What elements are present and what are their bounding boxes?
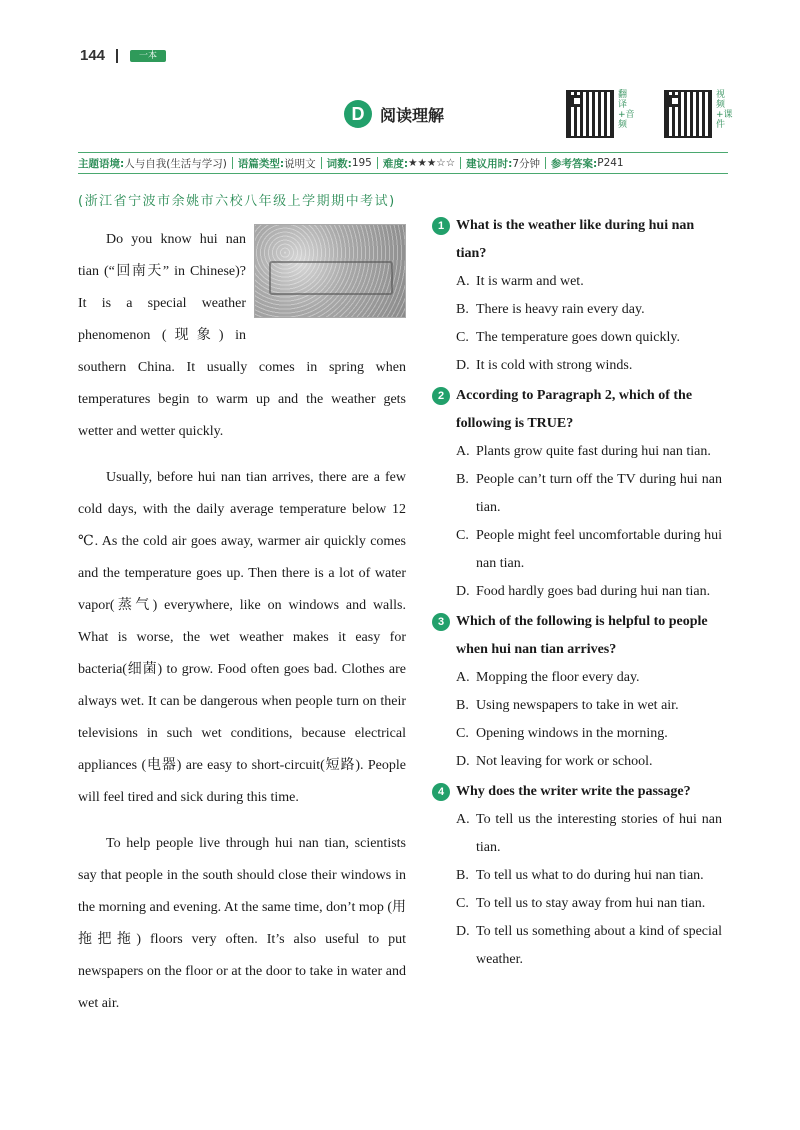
option[interactable]: [456, 748, 722, 776]
info-separator: [377, 157, 378, 169]
option-letter: B.: [456, 868, 469, 883]
page-number: 144: [80, 47, 106, 64]
info-bar: [78, 152, 728, 174]
option[interactable]: [456, 466, 722, 522]
question-text: According to Paragraph 2, which of the following is TRUE?: [456, 388, 693, 431]
option-text: Not leaving for work or school.: [476, 754, 653, 769]
option-text: There is heavy rain every day.: [476, 302, 645, 317]
option-text: Plants grow quite fast during hui nan tian.: [476, 444, 711, 459]
option-text: Food hardly goes bad during hui nan tian.: [476, 584, 711, 599]
option-letter: D.: [456, 358, 470, 373]
page-divider: [116, 49, 118, 63]
question-2: [432, 382, 722, 606]
option-letter: B.: [456, 302, 469, 317]
passage: [78, 186, 406, 1034]
option[interactable]: [456, 578, 722, 606]
info-separator: [460, 157, 461, 169]
theme-key: 主题语境:: [78, 157, 125, 170]
paragraph-3: To help people live through hui nan tian, scientists say that people in the south should close their windows in the morning and evening. At the same time, don’t mop (用拖把拖) floors very often. It’s also useful to put newspapers on the floor or at the door to take in water and wet air.: [78, 836, 406, 1011]
qr-code-translation[interactable]: [566, 90, 614, 138]
info-separator: [321, 157, 322, 169]
qr-label-video: 视频+课件: [716, 90, 733, 130]
option[interactable]: [456, 692, 722, 720]
difficulty-key: 难度:: [382, 157, 409, 170]
option-text: To tell us what to do during hui nan tian.: [476, 868, 704, 883]
option-letter: A.: [456, 274, 470, 289]
option-letter: C.: [456, 726, 469, 741]
words-key: 词数:: [326, 157, 352, 170]
question-1: [432, 212, 722, 380]
brand-logo: 一本: [130, 50, 166, 62]
info-separator: [232, 157, 233, 169]
option[interactable]: [456, 296, 722, 324]
question-text: What is the weather like during hui nan tian?: [456, 218, 695, 261]
question-4: [432, 778, 722, 974]
theme-value: 人与自我(生活与学习): [124, 157, 227, 170]
option-text: Opening windows in the morning.: [476, 726, 668, 741]
option-text: To tell us to stay away from hui nan tian.: [476, 896, 706, 911]
words-value: 195: [351, 157, 372, 169]
passage-source: (浙江省宁波市余姚市六校八年级上学期期中考试): [78, 194, 396, 209]
question-3: [432, 608, 722, 776]
info-separator: [545, 157, 546, 169]
option[interactable]: [456, 918, 722, 974]
option[interactable]: [456, 522, 722, 578]
option-letter: C.: [456, 896, 469, 911]
option-text: To tell us something about a kind of special weather.: [476, 924, 722, 967]
option[interactable]: [456, 862, 722, 890]
option-letter: A.: [456, 812, 470, 827]
option[interactable]: [456, 438, 722, 466]
option-letter: D.: [456, 924, 470, 939]
question-number: 1: [432, 217, 450, 235]
question-text: Which of the following is helpful to people when hui nan tian arrives?: [456, 614, 708, 657]
paragraph-1: Do you know hui nan tian (“回南天” in Chinese)? It is a special weather phenomenon (现象) in southern China. It usually comes in spring when temperatures begin to warm up and the weather gets wetter and wetter quickly.: [78, 232, 406, 439]
section-heading: 阅读理解: [380, 105, 445, 125]
type-value: 说明文: [284, 157, 316, 170]
option-text: It is warm and wet.: [476, 274, 584, 289]
question-number: 2: [432, 387, 450, 405]
questions: [432, 212, 722, 976]
qr-label-translation: 翻译+音频: [618, 90, 635, 130]
option-text: The temperature goes down quickly.: [476, 330, 680, 345]
time-key: 建议用时:: [466, 157, 513, 170]
option[interactable]: [456, 324, 722, 352]
paragraph-2: Usually, before hui nan tian arrives, there are a few cold days, with the daily average temperature below 12 ℃. As the cold air goes away, warmer air quickly comes and the temperature goes up. Then there is a lot of water vapor(蒸气) everywhere, like on windows and walls. What is worse, the wet weather makes it easy for bacteria(细菌) to grow. Food often goes bad. Clothes are always wet. It can be dangerous when people turn on their televisions in such wet conditions, because electrical appliances (电器) are easy to short-circuit(短路). People will feel tired and sick during this time.: [78, 470, 406, 805]
option-letter: D.: [456, 584, 470, 599]
photo-window-mark: [269, 261, 393, 295]
option-letter: B.: [456, 472, 469, 487]
answer-key: 参考答案:: [551, 157, 598, 170]
answer-value: P241: [597, 157, 624, 169]
qr-code-video[interactable]: [664, 90, 712, 138]
option-letter: A.: [456, 444, 470, 459]
option-text: People can’t turn off the TV during hui nan tian.: [476, 472, 722, 515]
option-letter: C.: [456, 330, 469, 345]
option[interactable]: [456, 720, 722, 748]
option-text: People might feel uncomfortable during hui nan tian.: [476, 528, 722, 571]
option[interactable]: [456, 352, 722, 380]
option[interactable]: [456, 806, 722, 862]
option-text: Mopping the floor every day.: [476, 670, 640, 685]
option-text: To tell us the interesting stories of hui nan tian.: [476, 812, 722, 855]
option[interactable]: [456, 890, 722, 918]
question-number: 4: [432, 783, 450, 801]
option-letter: B.: [456, 698, 469, 713]
section-badge: D: [344, 100, 372, 128]
section-title: [344, 100, 444, 128]
difficulty-value: ★★★☆☆: [408, 157, 456, 169]
question-number: 3: [432, 613, 450, 631]
option-letter: A.: [456, 670, 470, 685]
option[interactable]: [456, 664, 722, 692]
option[interactable]: [456, 268, 722, 296]
time-value: 7分钟: [512, 157, 541, 170]
passage-photo: [254, 224, 406, 318]
type-key: 语篇类型:: [237, 157, 285, 170]
option-letter: D.: [456, 754, 470, 769]
question-text: Why does the writer write the passage?: [456, 784, 691, 799]
option-text: Using newspapers to take in wet air.: [476, 698, 679, 713]
option-letter: C.: [456, 528, 469, 543]
option-text: It is cold with strong winds.: [476, 358, 633, 373]
